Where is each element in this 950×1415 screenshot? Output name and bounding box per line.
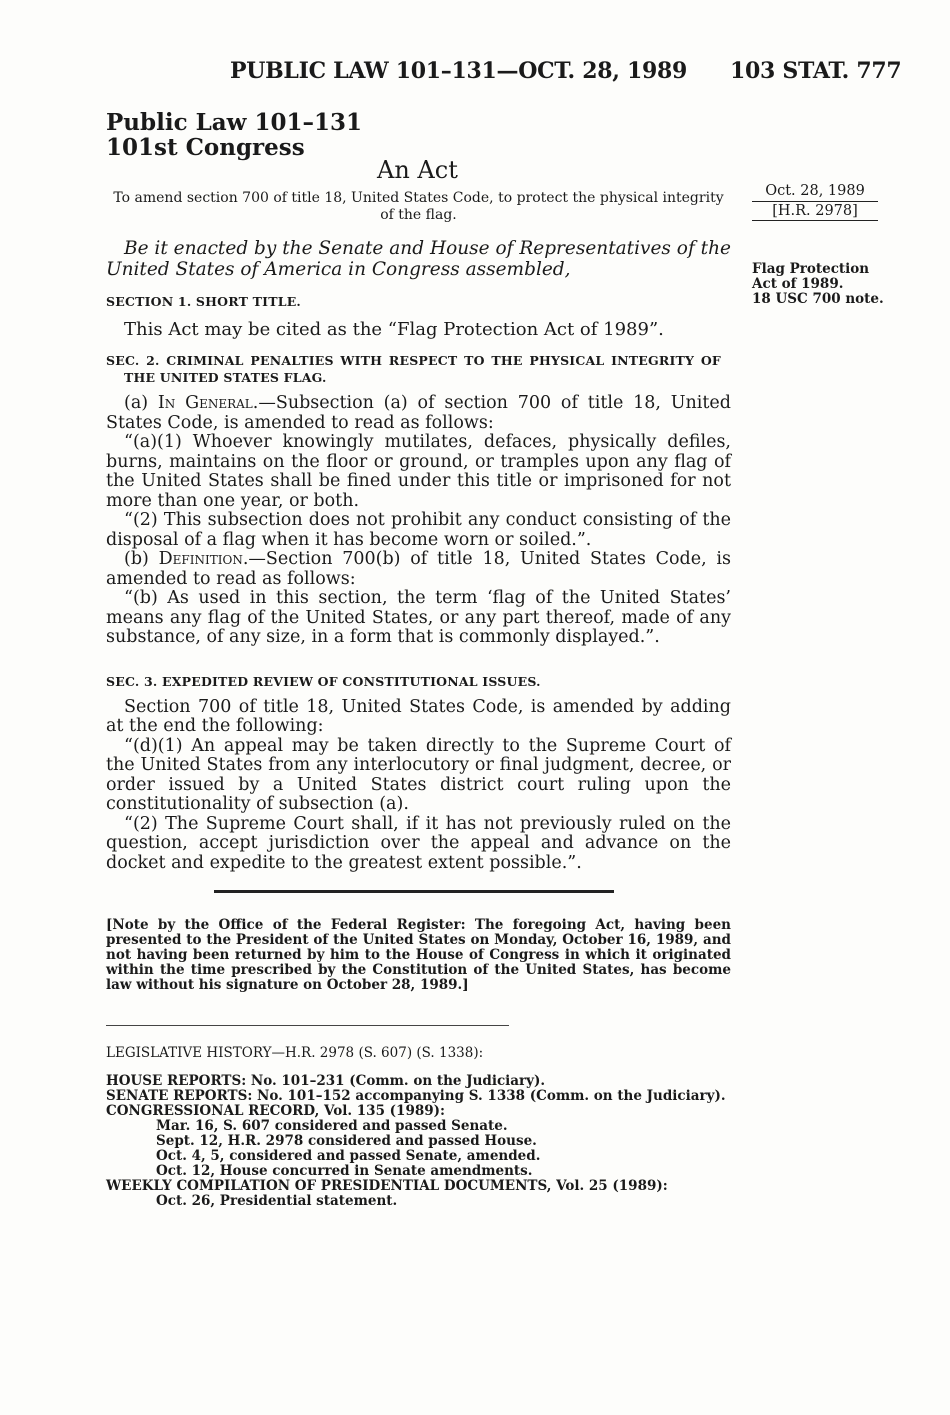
record-entry: Oct. 12, House concurred in Senate amendments.: [156, 1163, 533, 1179]
section-2-heading: SEC. 2. CRIMINAL PENALTIES WITH RESPECT TO THE PHYSICAL INTEGRITY OF THE UNITED STATES FLAG.: [106, 353, 721, 385]
section-2-subsection-b: [106, 550, 731, 589]
section-3: [106, 672, 731, 873]
purpose-clause: To amend section 700 of title 18, United States Code, to protect the physical integrity of the flag.: [113, 190, 724, 223]
subsection-label: (b): [124, 549, 159, 569]
section-3-intro: Section 700 of title 18, United States Code, is amended by adding at the end the following:: [106, 696, 731, 736]
end-of-act-rule: [214, 890, 614, 893]
history-line: WEEKLY COMPILATION OF PRESIDENTIAL DOCUMENTS, Vol. 25 (1989):: [106, 1178, 668, 1194]
section-2-a1: “(a)(1) Whoever knowingly mutilates, defaces, physically defiles, burns, maintains on the floor or ground, or tramples upon any flag of the United States shall be fined under this title or imprisoned for not more than one year, or both.: [106, 432, 731, 511]
history-line: SENATE REPORTS: No. 101–152 accompanying S. 1338 (Comm. on the Judiciary).: [106, 1088, 726, 1104]
act-heading: An Act: [377, 156, 458, 184]
running-header-page: 103 STAT. 777: [730, 58, 902, 84]
record-entry: Oct. 4, 5, considered and passed Senate, amended.: [156, 1148, 541, 1164]
legislative-history-rule: [106, 1025, 509, 1026]
section-2-subsection-a: [106, 394, 731, 433]
record-entry: Mar. 16, S. 607 considered and passed Senate.: [156, 1118, 508, 1134]
subsection-text: .—Subsection (a) of section 700 of title 18, United States Code, is amended to read as follows:: [106, 393, 731, 433]
subsection-caption: Definition: [158, 549, 243, 569]
record-entry: Sept. 12, H.R. 2978 considered and passed House.: [156, 1133, 537, 1149]
margin-note-line: Act of 1989.: [752, 276, 844, 292]
margin-date-rule: [752, 201, 878, 202]
margin-bill: [H.R. 2978]: [772, 203, 858, 219]
margin-note-line: Flag Protection: [752, 261, 870, 277]
section-1-heading: SECTION 1. SHORT TITLE.: [106, 294, 301, 309]
margin-bill-rule: [752, 220, 878, 221]
section-2: [106, 352, 731, 648]
weekly-entry: Oct. 26, Presidential statement.: [156, 1193, 398, 1209]
running-header-left: PUBLIC LAW 101–131—OCT. 28, 1989: [230, 58, 687, 84]
section-2-b1: “(b) As used in this section, the term ‘flag of the United States’ means any flag of the United States, or any part thereof, made of any substance, of any size, in a form that is commonly displayed.”.: [106, 588, 731, 647]
section-3-heading: SEC. 3. EXPEDITED REVIEW OF CONSTITUTIONAL ISSUES.: [106, 674, 541, 689]
section-3-d1: “(d)(1) An appeal may be taken directly to the Supreme Court of the United States from any interlocutory or final judgment, decree, or order issued by a United States district court ruling upon the constitutionality of subsection (a).: [106, 735, 731, 814]
margin-short-title-note: [752, 262, 884, 307]
law-title-block: [106, 110, 362, 160]
congress: 101st Congress: [106, 134, 305, 161]
legislative-history-title: LEGISLATIVE HISTORY—H.R. 2978 (S. 607) (S. 1338):: [106, 1045, 484, 1061]
legislative-history: [106, 1074, 746, 1209]
section-1: [106, 292, 731, 339]
margin-note-line: 18 USC 700 note.: [752, 291, 884, 307]
history-line: CONGRESSIONAL RECORD, Vol. 135 (1989):: [106, 1103, 446, 1119]
subsection-text: .—Section 700(b) of title 18, United States Code, is amended to read as follows:: [106, 549, 732, 589]
section-3-d2: “(2) The Supreme Court shall, if it has not previously ruled on the question, accept jurisdiction over the appeal and advance on the docket and expedite to the greatest extent possible.”.: [106, 813, 731, 873]
history-line: HOUSE REPORTS: No. 101–231 (Comm. on the Judiciary).: [106, 1073, 546, 1089]
margin-date: Oct. 28, 1989: [765, 183, 865, 199]
section-2-a2: “(2) This subsection does not prohibit any conduct consisting of the disposal of a flag when it has become worn or soiled.”.: [106, 510, 731, 550]
margin-date-note: [752, 184, 878, 221]
enacting-clause: [106, 238, 731, 280]
federal-register-note: [Note by the Office of the Federal Register: The foregoing Act, having been presented to the President of the United States on Monday, October 16, 1989, and not having been returned by him to the House of Congress in which it originated within the time prescribed by the Constitution of the United States, has become law without his signature on October 28, 1989.]: [106, 917, 731, 993]
subsection-label: (a): [124, 393, 158, 413]
enacting-text: Be it enacted by the Senate and House of Representatives of the United States of America in Congress assembled,: [106, 238, 731, 280]
law-number: Public Law 101–131: [106, 109, 362, 136]
section-1-text: This Act may be cited as the “Flag Protection Act of 1989”.: [124, 318, 664, 340]
subsection-caption: In General: [157, 393, 253, 413]
